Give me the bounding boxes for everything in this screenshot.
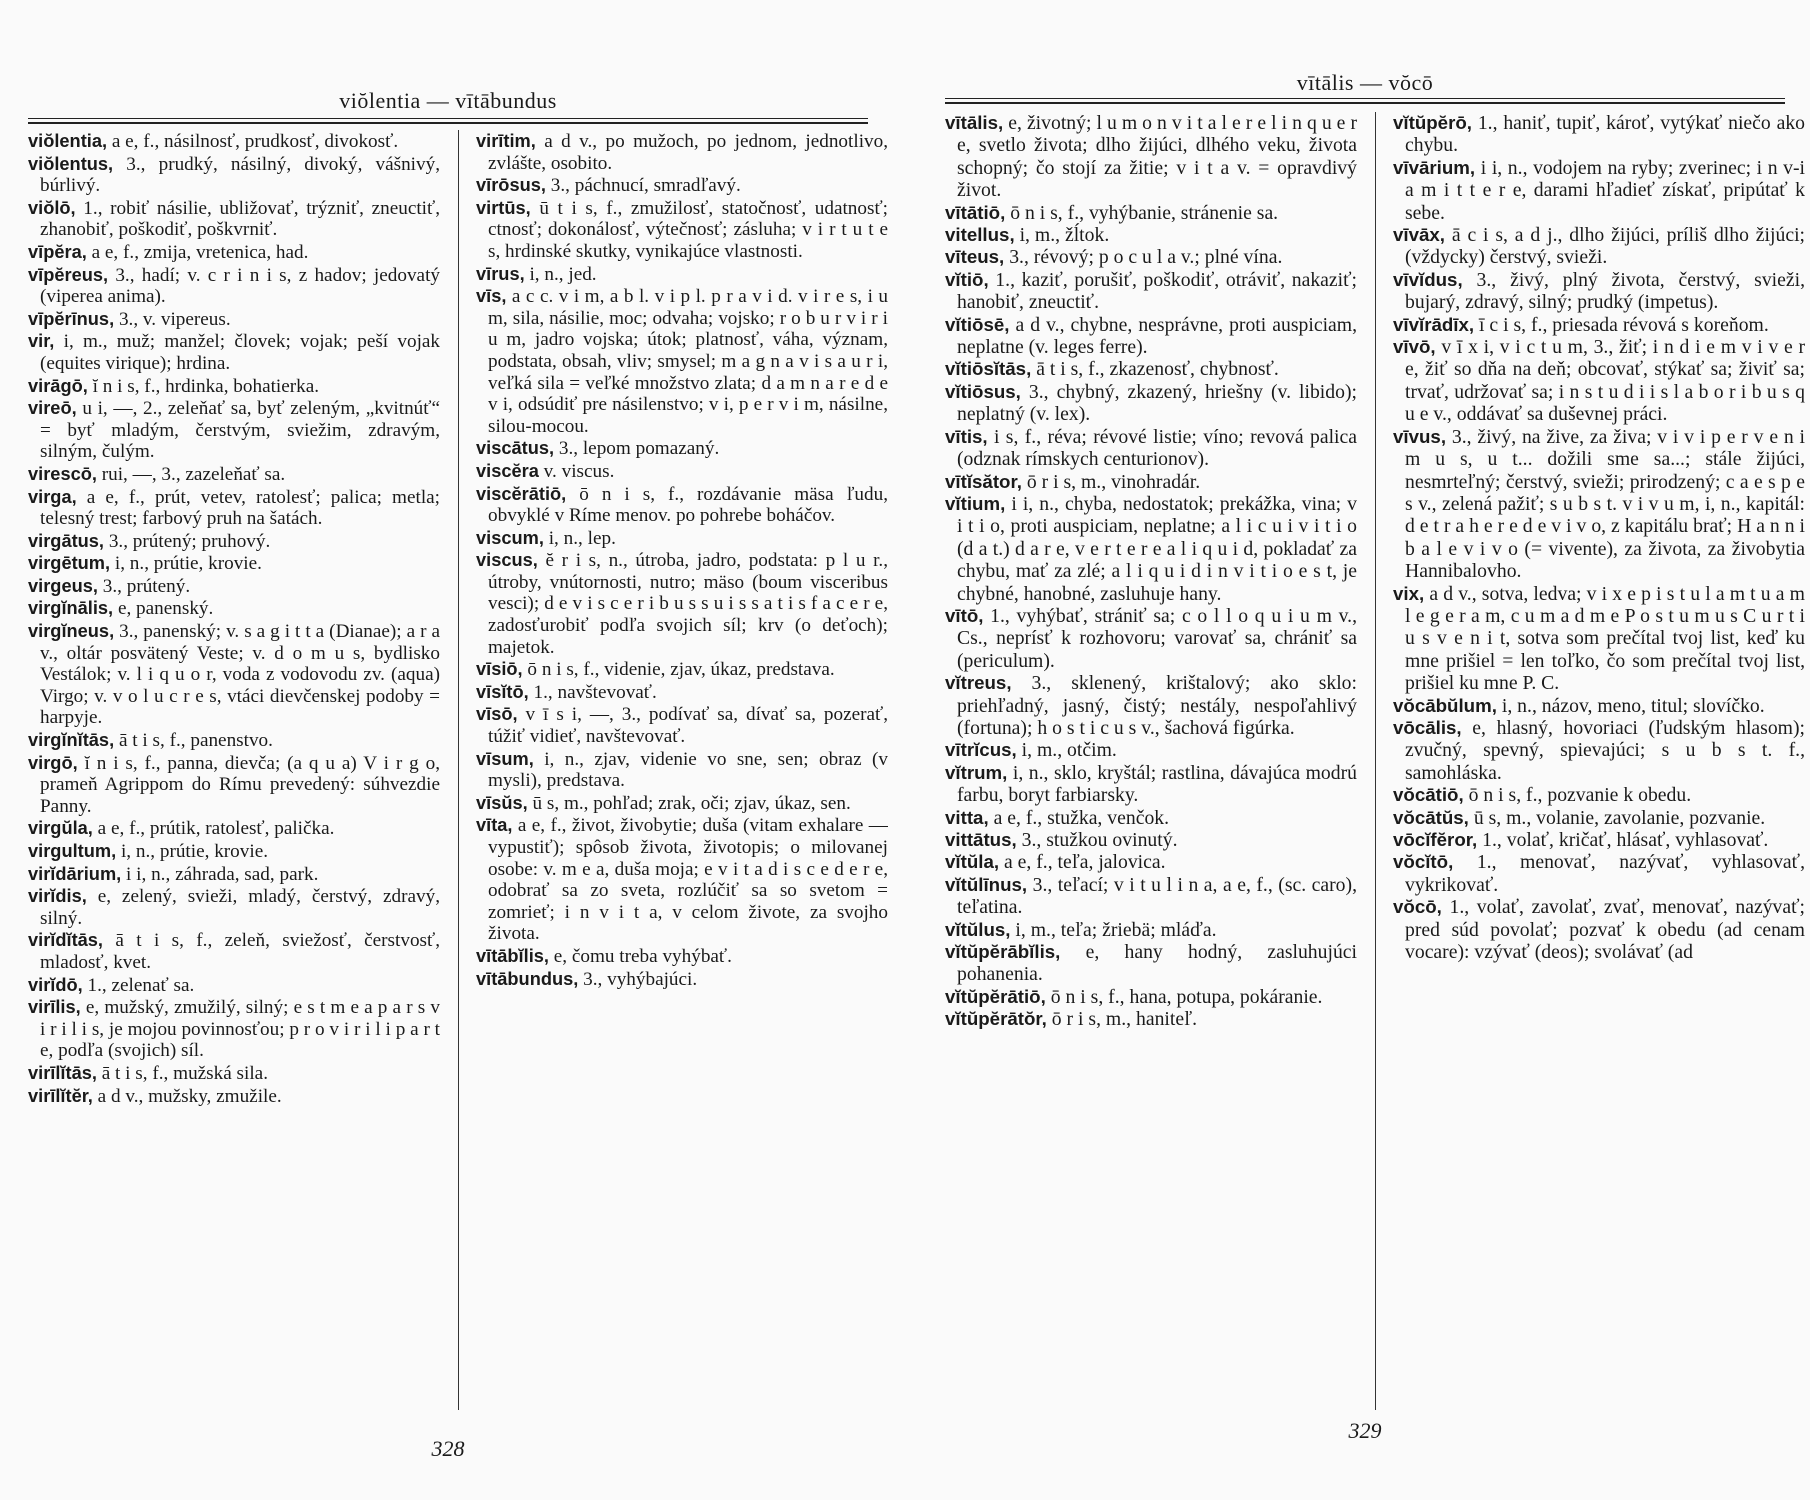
entry-headword: vitta, [945, 806, 989, 828]
entry-definition: 3., teľací; v i t u l i n a, a e, f., (sc. caro), teľatina. [957, 873, 1357, 919]
dictionary-entry [1393, 717, 1805, 784]
entry-headword: vīsō, [476, 703, 518, 725]
dictionary-entry [28, 620, 440, 729]
entry-definition: e, čomu treba vyhýbať. [553, 945, 732, 967]
entry-headword: vĭtiōsē, [945, 313, 1010, 335]
entry-headword: vŏcĭtō, [1393, 851, 1454, 873]
dictionary-entry [28, 752, 440, 818]
entry-definition: v ī x i, v i c t u m, 3., žiť; i n d i e m v i v e r e, žiť so dňa na deň; obcovať, stýkať sa; živiť sa; trvať, udržovať sa; i n s t u d i i s l a b o r i b u s q u e v., oddávať sa duševnej práci. [1405, 336, 1805, 426]
entry-headword: virgētum, [28, 552, 111, 574]
entry-definition: ā t i s, f., mužská sila. [101, 1062, 268, 1084]
entry-headword: virāgō, [28, 374, 88, 396]
entry-definition: a d v., sotva, ledva; v i x e p i s t u l a m t u a m l e g e r a m, c u m a d m e P o s t u m u s C u r t i u s v e n i t, sotva som prečítal tvoj list, keď ku mne prišiel = len toľko, čo som prečítal tvoj list, prišiel ku mne P. C. [1405, 582, 1805, 695]
right-page-column-2 [1393, 112, 1805, 1420]
entry-definition: i i, n., vodojem na ryby; zverinec; i n v-i a m i t t e r e, darami hľadieť získať, pripútať k sebe. [1405, 156, 1805, 224]
entry-definition: i, m., teľa; žriebä; mláďa. [1015, 918, 1217, 941]
entry-definition: 3., lepom pomazaný. [558, 438, 720, 460]
entry-definition: ō n i s, f., vyhýbanie, stránenie sa. [1010, 201, 1279, 224]
dictionary-entry [945, 224, 1357, 246]
dictionary-entry [476, 945, 888, 968]
entry-headword: vĭtŭlus, [945, 918, 1011, 940]
entry-definition: i, n., zjav, videnie vo sne, sen; obraz (v mysli), predstava. [488, 748, 888, 792]
dictionary-entry [28, 552, 440, 575]
entry-headword: vĭtŭlīnus, [945, 873, 1028, 895]
entry-headword: vŏcātŭs, [1393, 806, 1469, 828]
entry-headword: vŏcātiō, [1393, 784, 1464, 806]
entry-headword: vīpĕrīnus, [28, 307, 115, 329]
entry-definition: i, n., názov, meno, titul; slovíčko. [1501, 694, 1765, 717]
entry-definition: a e, f., stužka, venčok. [993, 806, 1170, 829]
entry-definition: i, m., žĺtok. [1019, 224, 1110, 247]
entry-headword: virītim, [476, 130, 536, 151]
dictionary-entry [28, 840, 440, 863]
entry-headword: vīrus, [476, 262, 525, 284]
entry-definition: e, zelený, svieži, mladý, čerstvý, zdravý, silný. [40, 886, 440, 929]
entry-definition: a c c. v i m, a b l. v i p l. p r a v i d. v i r e s, i u m, sila, násilie, moc; odvaha; vojsko; r o b u r v i r i u m, jadro vojska; útok; platnosť, váha, význam, podstata, obsah, vliv; smysel; m a g n a v i s a u r i, veľká sila = veľké množstvo zlata; d a m n a r e d e v i, odsúdiť pre násilenstvo; v i, p e r v i m, násilne, silou-mocou. [488, 286, 888, 437]
entry-headword: virīlis, [28, 996, 81, 1018]
entry-headword: vīteus, [945, 246, 1005, 268]
entry-definition: 1., zelenať sa. [87, 974, 195, 996]
entry-headword: vĭtiōsus, [945, 380, 1021, 402]
entry-definition: i, n., prútie, krovie. [120, 841, 269, 862]
entry-headword: virtūs, [476, 196, 531, 218]
entry-definition: a e, f., prút, vetev, ratolesť; palica; metla; telesný trest; farbový pruh na šatách. [40, 486, 440, 530]
entry-definition: ō n i s, f., pozvanie k obedu. [1468, 784, 1692, 807]
entry-headword: virgō, [28, 751, 78, 773]
entry-headword: vīvĭrādīx, [1393, 313, 1475, 335]
entry-definition: ū s, m., pohľad; zrak, oči; zjav, úkaz, sen. [532, 792, 851, 814]
dictionary-entry [945, 426, 1357, 471]
entry-headword: vōcĭfĕror, [1393, 829, 1478, 850]
dictionary-entry [28, 153, 440, 197]
dictionary-entry [1393, 851, 1805, 896]
entry-definition: ū s, m., volanie, zavolanie, pozvanie. [1473, 806, 1766, 829]
dictionary-entry [945, 471, 1357, 493]
dictionary-entry [945, 358, 1357, 380]
entry-headword: vīvō, [1393, 336, 1436, 358]
dictionary-entry [28, 197, 440, 241]
dictionary-entry [28, 575, 440, 598]
entry-definition: ā c i s, a d j., dlho žijúci, príliš dlho žijúci; (vždycky) čerstvý, svieži. [1405, 224, 1805, 269]
running-head-left: viŏlentia — vītābundus [339, 88, 557, 113]
entry-definition: 3., sklenený, krištalový; ako sklo: priehľadný, jasný, čistý; nestály, nespoľahlivý (fortuna); h o s t i c u s v., šachová figúrka. [957, 672, 1357, 739]
entry-headword: vīs, [476, 285, 507, 307]
entry-headword: vōcālis, [1393, 716, 1462, 738]
entry-definition: ō r i s, m., vinohradár. [1026, 470, 1201, 493]
entry-definition: ī c i s, f., priesada révová s koreňom. [1479, 313, 1769, 336]
dictionary-entry [28, 308, 440, 331]
dictionary-entry [945, 314, 1357, 359]
entry-definition: i, n., lep. [548, 527, 616, 549]
entry-definition: e, panenský. [117, 598, 214, 620]
dictionary-entry [28, 729, 440, 752]
entry-definition: 3., prútený. [102, 575, 191, 597]
entry-definition: 3., páchnucí, smradľavý. [550, 175, 741, 197]
entry-definition: u i, —, 2., zeleňať sa, byť zeleným, „kvitnúť“ = byť mladým, čerstvým, sviežim, zdravým, silným, čulým. [40, 398, 440, 463]
entry-headword: vīpĕra, [28, 240, 87, 262]
dictionary-entry [28, 241, 440, 264]
entry-definition: ā t i s, f., zkazenosť, chybnosť. [1036, 358, 1279, 381]
entry-headword: virgātus, [28, 529, 105, 551]
entry-definition: 3., hadí; v. c r i n i s, z hadov; jedovatý (viperea anima). [40, 264, 440, 308]
entry-definition: 1., vyhýbať, strániť sa; c o l l o q u i u m v., Cs., neprísť k rozhovoru; varovať sa, chrániť sa (periculum). [957, 604, 1357, 672]
dictionary-entry [945, 112, 1357, 202]
entry-definition: a e, f., násilnosť, prudkosť, divokosť. [111, 131, 399, 152]
entry-headword: viscātus, [476, 437, 555, 459]
dictionary-entry [1393, 896, 1805, 963]
dictionary-entry [476, 130, 888, 174]
dictionary-entry [1393, 224, 1805, 269]
entry-definition: 1., kaziť, porušiť, poškodiť, otráviť, nakaziť; hanobiť, zneuctiť. [957, 268, 1357, 314]
dictionary-entry [945, 874, 1357, 919]
entry-headword: virgultum, [28, 840, 117, 861]
left-page [18, 0, 888, 1500]
entry-definition: 1., haniť, tupiť, károť, vytýkať niečo ako chybu. [1405, 112, 1805, 157]
entry-headword: virĭdis, [28, 885, 87, 907]
entry-definition: 1., navštevovať. [533, 681, 657, 703]
entry-definition: e, hany hodný, zasluhujúci pohanenia. [957, 941, 1357, 986]
dictionary-entry [945, 381, 1357, 426]
entry-headword: virĭdō, [28, 973, 83, 995]
entry-headword: virgeus, [28, 574, 98, 596]
entry-definition: e, životný; l u m o n v i t a l e r e l i n q u e r e, svetlo života; dlho žijúci, dlhého veku, života schopný; čo stojí za žitie; v i t a v. = opravdivý život. [957, 112, 1357, 202]
entry-headword: vīsŭs, [476, 791, 528, 813]
entry-definition: a e, f., prútik, ratolesť, palička. [97, 818, 335, 840]
page-number-left: 328 [431, 1436, 465, 1461]
entry-definition: a e, f., život, živobytie; duša (vitam exhalare — vypustiť); spôsob života, životopis; o milovanej osobe: v. m e a, duša moja; e v i t a d i s c e d e r e, odobrať sa zo sveta, rozlúčiť sa so svetom = zomrieť; i n v i t a, v celom živote, za svojho života. [488, 815, 888, 945]
column-divider-right [1375, 112, 1376, 1410]
dictionary-entry [476, 968, 888, 991]
entry-headword: vĭtŭla, [945, 851, 1000, 873]
entry-headword: virīlĭtās, [28, 1061, 97, 1083]
dictionary-entry [1393, 336, 1805, 426]
entry-headword: vĭtiōsĭtās, [945, 358, 1032, 380]
entry-headword: viscĕrātiō, [476, 482, 567, 504]
entry-definition: ā t i s, f., zeleň, sviežosť, čerstvosť, mladosť, kvet. [40, 930, 440, 973]
dictionary-entry [28, 863, 440, 886]
dictionary-entry [476, 549, 888, 658]
entry-definition: ĕ r i s, n., útroba, jadro, podstata: p l u r., útroby, vnútornosti, nutro; mäso (boum visceribus vesci); d e v i s c e r i b u s s u i s s a t i s f a c e r e, zadosťurobiť podľa svojich síl; krv (o deťoch); majetok. [488, 550, 888, 658]
entry-headword: vīpĕreus, [28, 263, 109, 285]
entry-definition: i, n., prútie, krovie. [114, 553, 262, 575]
entry-headword: viscus, [476, 549, 538, 571]
dictionary-entry [945, 269, 1357, 314]
entry-headword: virgĭnĭtās, [28, 729, 115, 751]
entry-headword: virga, [28, 485, 77, 507]
entry-headword: virescō, [28, 462, 97, 484]
entry-definition: 3., chybný, zkazený, hriešny (v. libido); neplatný (v. lex). [957, 380, 1357, 426]
dictionary-entry [1393, 157, 1805, 224]
entry-definition: i i, n., záhrada, sad, park. [126, 863, 319, 885]
entry-definition: 3., stužkou ovinutý. [1021, 829, 1178, 851]
dictionary-entry [476, 792, 888, 815]
entry-definition: i, n., sklo, kryštál; rastlina, dávajúca modrú farbu, boryt farbiarsky. [957, 761, 1357, 807]
entry-headword: virgĭnālis, [28, 597, 114, 619]
entry-headword: vir, [28, 330, 55, 352]
dictionary-entry [28, 530, 440, 553]
entry-definition: rui, —, 3., zazeleňať sa. [101, 463, 286, 485]
entry-headword: vŏcō, [1393, 896, 1442, 918]
dictionary-entry [945, 807, 1357, 829]
entry-definition: a d v., mužsky, zmužile. [97, 1085, 282, 1107]
entry-headword: viŏlō, [28, 196, 76, 218]
dictionary-entry [1393, 583, 1805, 695]
dictionary-entry [945, 851, 1357, 873]
dictionary-entry [1393, 269, 1805, 314]
dictionary-entry [476, 527, 888, 550]
header-rule-right [945, 98, 1785, 104]
dictionary-entry [28, 264, 440, 308]
entry-headword: virīlĭtĕr, [28, 1084, 93, 1106]
column-divider-left [458, 130, 459, 1410]
entry-headword: vītĭsător, [945, 470, 1022, 492]
dictionary-entry [28, 1062, 440, 1085]
dictionary-entry [28, 885, 440, 929]
dictionary-entry [28, 1085, 440, 1108]
entry-definition: ō n i s, f., rozdávanie mäsa ľudu, obvyklé v Ríme menov. po pohrebe boháčov. [488, 483, 888, 527]
entry-headword: vĭtrum, [945, 761, 1008, 783]
entry-headword: vīvārium, [1393, 156, 1476, 178]
entry-headword: virĭdĭtās, [28, 929, 103, 951]
entry-definition: 1., volať, zavolať, zvať, menovať, nazývať; pred súd povolať; pozvať k obedu (ad cenam vocare): vzývať (deos); svolávať (ad [1405, 896, 1805, 964]
dictionary-entry [476, 263, 888, 286]
entry-definition: 3., panenský; v. s a g i t t a (Dianae); a r a v., oltár posvätený Veste; v. d o m u s, bydlisko Vestálok; v. l i q u o r, voda z vodovodu zv. (aqua) Virgo; v. v o l u c r e s, vtáci dievčenskej podoby = harpyje. [40, 621, 440, 729]
left-page-column-1 [28, 130, 440, 1420]
entry-headword: vitellus, [945, 224, 1015, 246]
columns-left [28, 130, 888, 1420]
page-number-right: 329 [1348, 1418, 1382, 1443]
entry-definition: 3., živý, plný života, čerstvý, svieži, bujarý, zdravý, silný; prudký (impetus). [1405, 268, 1805, 314]
right-page [935, 0, 1805, 1500]
right-page-column-1 [945, 112, 1357, 1420]
entry-definition: i s, f., réva; révové listie; víno; revová palica (odznak rímskych centurionov). [957, 425, 1357, 471]
entry-definition: 3., živý, na žive, za živa; v i v i p e r v e n i m u s, u t... dožili sme sa...; stále žijúci, nesmrteľný; čerstvý, svieži; prirodzený; c a e s p e s v., zelená pažiť; s u b s t. v i v u m, i, n., kapitál: d e t r a h e r e d e v i v o, z kapitálu brať; H a n n i b a l e v i v o (= vivente), za života, za živobytia Hannibalovho. [1405, 425, 1805, 583]
dictionary-entry [1393, 426, 1805, 583]
entry-headword: vix, [1393, 582, 1425, 604]
left-page-column-2 [476, 130, 888, 1420]
entry-headword: vĭtreus, [945, 672, 1012, 694]
entry-headword: virgĭneus, [28, 620, 115, 642]
entry-headword: vŏcābŭlum, [1393, 694, 1497, 716]
entry-definition: 1., volať, kričať, hlásať, vyhlasovať. [1482, 829, 1769, 851]
dictionary-entry [945, 1008, 1357, 1030]
entry-headword: vĭtium, [945, 492, 1006, 514]
dictionary-entry [945, 605, 1357, 672]
entry-definition: ū t i s, f., zmužilosť, statočnosť, udatnosť; ctnosť; dokonálosť, výtečnosť; zásluha; v i r t u t e s, hrdinské skutky, vynikajúce vlastnosti. [488, 197, 888, 262]
entry-definition: 1., menovať, nazývať, vyhlasovať, vykrikovať. [1405, 851, 1805, 896]
dictionary-entry [476, 703, 888, 747]
dictionary-entry [476, 681, 888, 704]
entry-headword: vĭtŭpĕrātiō, [945, 985, 1046, 1007]
entry-definition: 1., robiť násilie, ubližovať, trýzniť, zneuctiť, zhanobiť, poškodiť, poškvrniť. [40, 197, 440, 241]
entry-definition: ō n i s, f., hana, potupa, pokáranie. [1050, 985, 1323, 1008]
dictionary-entry [476, 814, 888, 945]
entry-headword: vītis, [945, 425, 988, 447]
dictionary-entry [476, 483, 888, 527]
entry-headword: vīsiō, [476, 658, 523, 680]
dictionary-entry [1393, 695, 1805, 717]
entry-definition: 3., révový; p o c u l a v.; plné vína. [1009, 246, 1283, 269]
entry-definition: a e, f., zmija, vretenica, had. [91, 241, 309, 263]
entry-definition: a d v., po mužoch, po jednom, jednotlivo, zvlášte, osobito. [488, 131, 888, 174]
dictionary-entry [28, 397, 440, 463]
dictionary-entry [476, 174, 888, 197]
entry-headword: vītrĭcus, [945, 739, 1017, 761]
dictionary-entry [1393, 807, 1805, 829]
dictionary-entry [476, 285, 888, 437]
dictionary-entry [945, 672, 1357, 739]
entry-definition: ō r i s, m., haniteľ. [1051, 1008, 1198, 1031]
entry-definition: ō n i s, f., videnie, zjav, úkaz, predstava. [527, 659, 835, 681]
entry-headword: vīvĭdus, [1393, 268, 1463, 290]
dictionary-entry [28, 974, 440, 997]
dictionary-entry [476, 748, 888, 792]
dictionary-entry [945, 829, 1357, 851]
entry-definition: 3., prútený; pruhový. [108, 530, 271, 552]
entry-headword: viŏlentia, [28, 130, 108, 151]
dictionary-entry [476, 437, 888, 460]
entry-headword: vītālis, [945, 112, 1004, 133]
entry-definition: 3., prudký, násilný, divoký, vášnivý, búrlivý. [40, 153, 440, 197]
dictionary-entry [28, 996, 440, 1062]
entry-headword: vĭtiō, [945, 268, 989, 290]
entry-headword: vītō, [945, 604, 984, 626]
entry-headword: vītābĭlis, [476, 944, 549, 966]
dictionary-entry [28, 130, 440, 153]
dictionary-entry [945, 739, 1357, 761]
entry-headword: vĭtŭpĕrābĭlis, [945, 941, 1061, 963]
dictionary-entry [28, 375, 440, 398]
entry-definition: e, mužský, zmužilý, silný; e s t m e a p a r s v i r i l i s, je mojou povinnosťou; p r o v i r i l i p a r t e, podľa (svojich) síl. [40, 997, 440, 1062]
entry-definition: v ī s i, —, 3., podívať sa, dívať sa, pozerať, túžiť vidieť, navštevovať. [488, 704, 888, 748]
running-head-right: vītālis — vŏcō [1296, 70, 1434, 95]
dictionary-entry [945, 919, 1357, 941]
entry-headword: vittātus, [945, 829, 1017, 850]
entry-definition: a d v., chybne, nesprávne, proti auspiciam, neplatne (v. leges ferre). [957, 313, 1357, 359]
entry-headword: virĭdārium, [28, 862, 122, 884]
entry-headword: viscum, [476, 526, 544, 548]
entry-headword: vīsum, [476, 747, 534, 769]
dictionary-entry [476, 658, 888, 681]
dictionary-entry [945, 246, 1357, 268]
entry-definition: i, m., otčim. [1021, 739, 1117, 762]
entry-definition: i, m., muž; manžel; človek; vojak; peší vojak (equites virique); hrdina. [40, 331, 440, 374]
entry-headword: vīvāx, [1393, 224, 1445, 246]
header-rule-left [28, 118, 868, 124]
entry-headword: vĭtŭpĕrō, [1393, 112, 1472, 133]
dictionary-entry [945, 986, 1357, 1008]
dictionary-entry [1393, 784, 1805, 806]
entry-definition: 3., vyhýbajúci. [583, 968, 698, 990]
dictionary-entry [476, 197, 888, 263]
entry-definition: 3., v. vipereus. [118, 308, 231, 330]
entry-definition: ā t i s, f., panenstvo. [118, 730, 273, 752]
dictionary-entry [28, 463, 440, 486]
dictionary-entry [28, 597, 440, 620]
entry-definition: ĭ n i s, f., hrdinka, bohatierka. [92, 375, 320, 397]
entry-headword: vīsĭtō, [476, 680, 529, 702]
dictionary-entry [945, 493, 1357, 605]
dictionary-entry [28, 330, 440, 374]
entry-headword: viscĕra [476, 459, 539, 481]
dictionary-entry [1393, 112, 1805, 157]
dictionary-entry [28, 486, 440, 530]
entry-definition: ĭ n i s, f., panna, dievča; (a q u a) V i r g o, prameň Agrippom do Rímu prevedený: súhvezdie Panny. [40, 752, 440, 817]
entry-headword: vīrōsus, [476, 174, 546, 196]
entry-definition: e, hlasný, hovoriaci (ľudským hlasom); zvučný, spevný, spievajúci; s u b s t. f., samohláska. [1405, 716, 1805, 784]
entry-headword: vĭtŭpĕrātŏr, [945, 1008, 1047, 1030]
dictionary-entry [476, 460, 888, 483]
entry-definition: v. viscus. [543, 460, 615, 482]
entry-headword: vītābundus, [476, 967, 579, 989]
entry-headword: vītātiō, [945, 201, 1006, 223]
dictionary-entry [28, 929, 440, 973]
dictionary-entry [1393, 314, 1805, 336]
entry-definition: a e, f., teľa, jalovica. [1003, 851, 1166, 874]
entry-definition: i, n., jed. [529, 263, 597, 285]
entry-headword: vireō, [28, 397, 77, 419]
dictionary-entry [945, 941, 1357, 986]
dictionary-entry [28, 817, 440, 840]
dictionary-entry [1393, 829, 1805, 851]
columns-right [945, 112, 1805, 1420]
entry-definition: i i, n., chyba, nedostatok; prekážka, vina; v i t i o, proti auspiciam, neplatne; a l i c u i v i t i o (d a t.) d a r e, v e r t e r e a l i q u i d, pokladať za chybu, mať za zlé; a l i q u i d i n v i t i o e s t, je chybné, hanobné, zasluhuje hany. [957, 492, 1357, 605]
entry-headword: virgŭla, [28, 817, 93, 839]
entry-headword: vīta, [476, 814, 513, 836]
dictionary-entry [945, 202, 1357, 224]
entry-headword: viŏlentus, [28, 152, 114, 174]
dictionary-entry [945, 762, 1357, 807]
entry-headword: vīvus, [1393, 425, 1447, 447]
